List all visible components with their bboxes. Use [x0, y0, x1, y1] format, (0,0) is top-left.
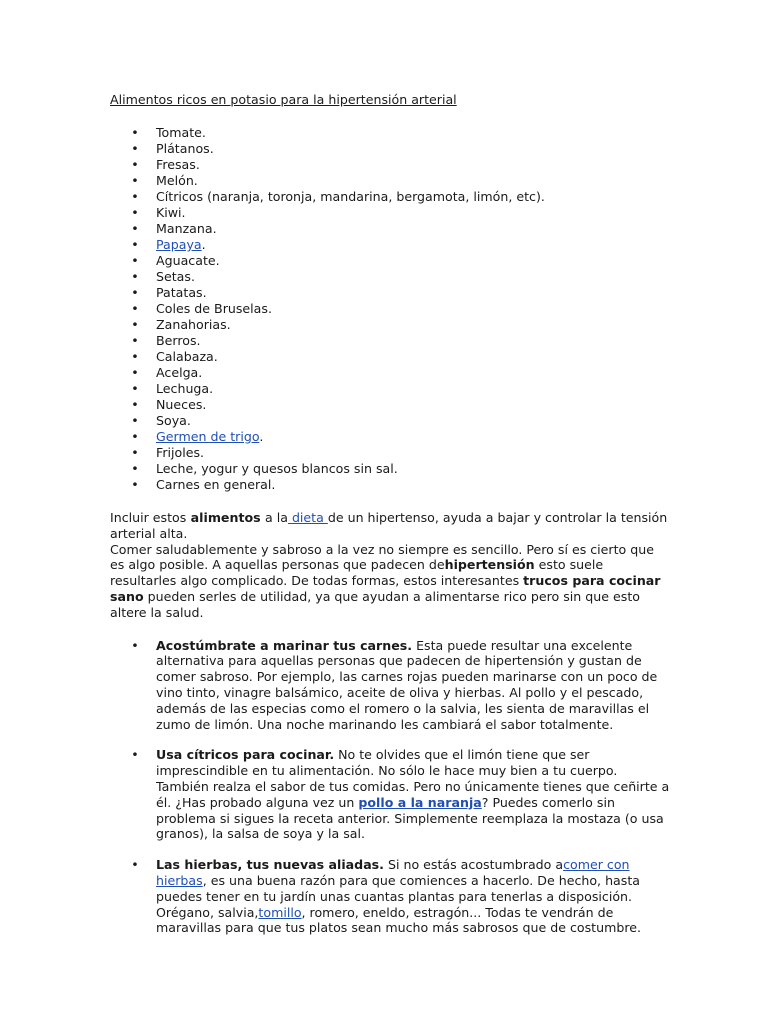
document-title: Alimentos ricos en potasio para la hipertensión arterial: [110, 92, 457, 107]
list-item-text: Berros.: [156, 333, 201, 348]
cooking-tips-list: [110, 638, 670, 937]
bullet-icon: •: [131, 857, 139, 873]
list-item-text: Coles de Bruselas.: [156, 301, 272, 316]
bullet-icon: •: [131, 141, 139, 156]
list-item: [110, 317, 670, 333]
list-item-text: Frijoles.: [156, 445, 205, 460]
list-item: [110, 221, 670, 237]
list-item-text: Fresas.: [156, 157, 200, 172]
bullet-icon: •: [131, 173, 139, 188]
list-item: [110, 349, 670, 365]
intro-text: Comer saludablemente y sabroso a la vez no siempre es sencillo. Pero sí es cierto que es algo posible. A aquellas personas que padecen de: [110, 541, 654, 573]
intro-text: pueden serles de utilidad, ya que ayudan a alimentarse rico pero sin que esto altere la salud.: [110, 588, 640, 620]
comer-con-hierbas-link[interactable]: comer con hierbas: [156, 857, 630, 888]
bullet-icon: •: [131, 477, 139, 492]
list-item-text: Leche, yogur y quesos blancos sin sal.: [156, 461, 398, 476]
list-item: [110, 301, 670, 317]
list-item-text: Kiwi.: [156, 205, 186, 220]
bullet-icon: •: [131, 221, 139, 236]
tip-heading: Acostúmbrate a marinar tus carnes.: [156, 637, 413, 653]
list-item-text: .: [259, 429, 264, 444]
tip-text: ? Puedes comerlo sin problema si sigues la receta anterior. Simplemente reemplaza la mostaza (o usa granos), la salsa de soya y la sal.: [156, 794, 664, 842]
intro-text: de un hipertenso, ayuda a bajar y controlar la tensión arterial alta.: [110, 510, 668, 541]
list-item: [110, 638, 670, 733]
list-item-text: Carnes en general.: [156, 477, 276, 492]
list-item: [110, 397, 670, 413]
intro-text: esto suele resultarles algo complicado. De todas formas, estos interesantes: [110, 557, 604, 589]
list-item-text: Nueces.: [156, 397, 207, 412]
bullet-icon: •: [131, 285, 139, 300]
list-item-text: Cítricos (naranja, toronja, mandarina, bergamota, limón, etc).: [156, 189, 545, 204]
bullet-icon: •: [131, 429, 139, 444]
list-item-text: Acelga.: [156, 365, 203, 380]
germen-de-trigo-link[interactable]: Germen de trigo: [156, 429, 260, 444]
list-item-text: Patatas.: [156, 285, 207, 300]
intro-bold-hipertension: hipertensión: [444, 557, 535, 573]
bullet-icon: •: [131, 317, 139, 332]
list-item: [110, 125, 670, 141]
list-item: [110, 237, 670, 253]
list-item-text: Plátanos.: [156, 141, 214, 156]
bullet-icon: •: [131, 413, 139, 428]
list-item: [110, 269, 670, 285]
list-item: [110, 381, 670, 397]
list-item: [110, 477, 670, 493]
intro-bold-trucos: trucos para cocinar sano: [110, 573, 661, 604]
bullet-icon: •: [131, 269, 139, 284]
bullet-icon: •: [131, 333, 139, 348]
intro-text: a la: [265, 510, 288, 525]
list-item: [110, 429, 670, 445]
pollo-a-la-naranja-link[interactable]: pollo a la naranja: [358, 794, 482, 810]
bullet-icon: •: [131, 365, 139, 380]
list-item-text: Tomate.: [156, 125, 206, 140]
list-item: [110, 461, 670, 477]
bullet-icon: •: [131, 205, 139, 220]
list-item-text: Calabaza.: [156, 349, 218, 364]
papaya-link[interactable]: Papaya: [156, 237, 202, 252]
list-item: [110, 365, 670, 381]
list-item-text: Lechuga.: [156, 381, 214, 396]
list-item: [110, 413, 670, 429]
bullet-icon: •: [131, 747, 139, 763]
bullet-icon: •: [131, 637, 139, 653]
tip-text: No te olvides que el limón tiene que ser imprescindible en tu alimentación. No sólo le hace muy bien a tu cuerpo. También realza el sabor de tus comidas. Pero no únicamente tienes que ceñirte a él. ¿Has probado alguna vez un: [156, 747, 670, 810]
intro-paragraph: [110, 510, 670, 621]
bullet-icon: •: [131, 461, 139, 476]
tip-heading: Usa cítricos para cocinar.: [156, 747, 335, 763]
intro-bold-alimentos: alimentos: [186, 510, 265, 525]
list-item: [110, 253, 670, 269]
list-item-text: .: [201, 237, 206, 252]
tip-text: , es una buena razón para que comiences a hacerlo. De hecho, hasta puedes tener en tu jardín unas cuantas plantas para tenerlas a disposición. Orégano, salvia,: [156, 872, 640, 920]
list-item: [110, 141, 670, 157]
bullet-icon: •: [131, 157, 139, 172]
list-item: [110, 857, 670, 936]
tomillo-link[interactable]: tomillo: [258, 904, 302, 920]
list-item: [110, 173, 670, 189]
list-item-text: Zanahorias.: [156, 317, 231, 332]
bullet-icon: •: [131, 253, 139, 268]
bullet-icon: •: [131, 125, 139, 140]
potassium-foods-list: [110, 125, 670, 493]
list-item: [110, 205, 670, 221]
bullet-icon: •: [131, 237, 139, 252]
bullet-icon: •: [131, 301, 139, 316]
list-item: [110, 445, 670, 461]
intro-text: Incluir estos: [110, 510, 187, 525]
tip-heading: Las hierbas, tus nuevas aliadas.: [156, 857, 384, 873]
list-item-text: Aguacate.: [156, 253, 220, 268]
list-item-text: Soya.: [156, 413, 191, 428]
dieta-link[interactable]: dieta: [287, 510, 328, 525]
document-page: [110, 92, 670, 951]
list-item: [110, 189, 670, 205]
list-item-text: Manzana.: [156, 221, 217, 236]
list-item: [110, 747, 670, 842]
list-item: [110, 333, 670, 349]
list-item: [110, 157, 670, 173]
list-item-text: Setas.: [156, 269, 195, 284]
tip-text: Esta puede resultar una excelente alternativa para aquellas personas que padecen de hipertensión y gustan de comer sabroso. Por ejemplo, las carnes rojas pueden marinarse con un poco de vino tinto, vinagre balsámico, aceite de oliva y hierbas. Al pollo y el pescado, además de las especias como el romero o la salvia, les sienta de maravillas el zumo de limón. Una noche marinando les cambiará el sabor totalmente.: [156, 637, 658, 732]
bullet-icon: •: [131, 445, 139, 460]
bullet-icon: •: [131, 381, 139, 396]
list-item-text: Melón.: [156, 173, 198, 188]
tip-text: Si no estás acostumbrado a: [383, 857, 564, 873]
list-item: [110, 285, 670, 301]
bullet-icon: •: [131, 397, 139, 412]
tip-text: , romero, eneldo, estragón... Todas te vendrán de maravillas para que tus platos sean mucho más sabrosos que de costumbre.: [156, 904, 641, 936]
bullet-icon: •: [131, 189, 139, 204]
bullet-icon: •: [131, 349, 139, 364]
